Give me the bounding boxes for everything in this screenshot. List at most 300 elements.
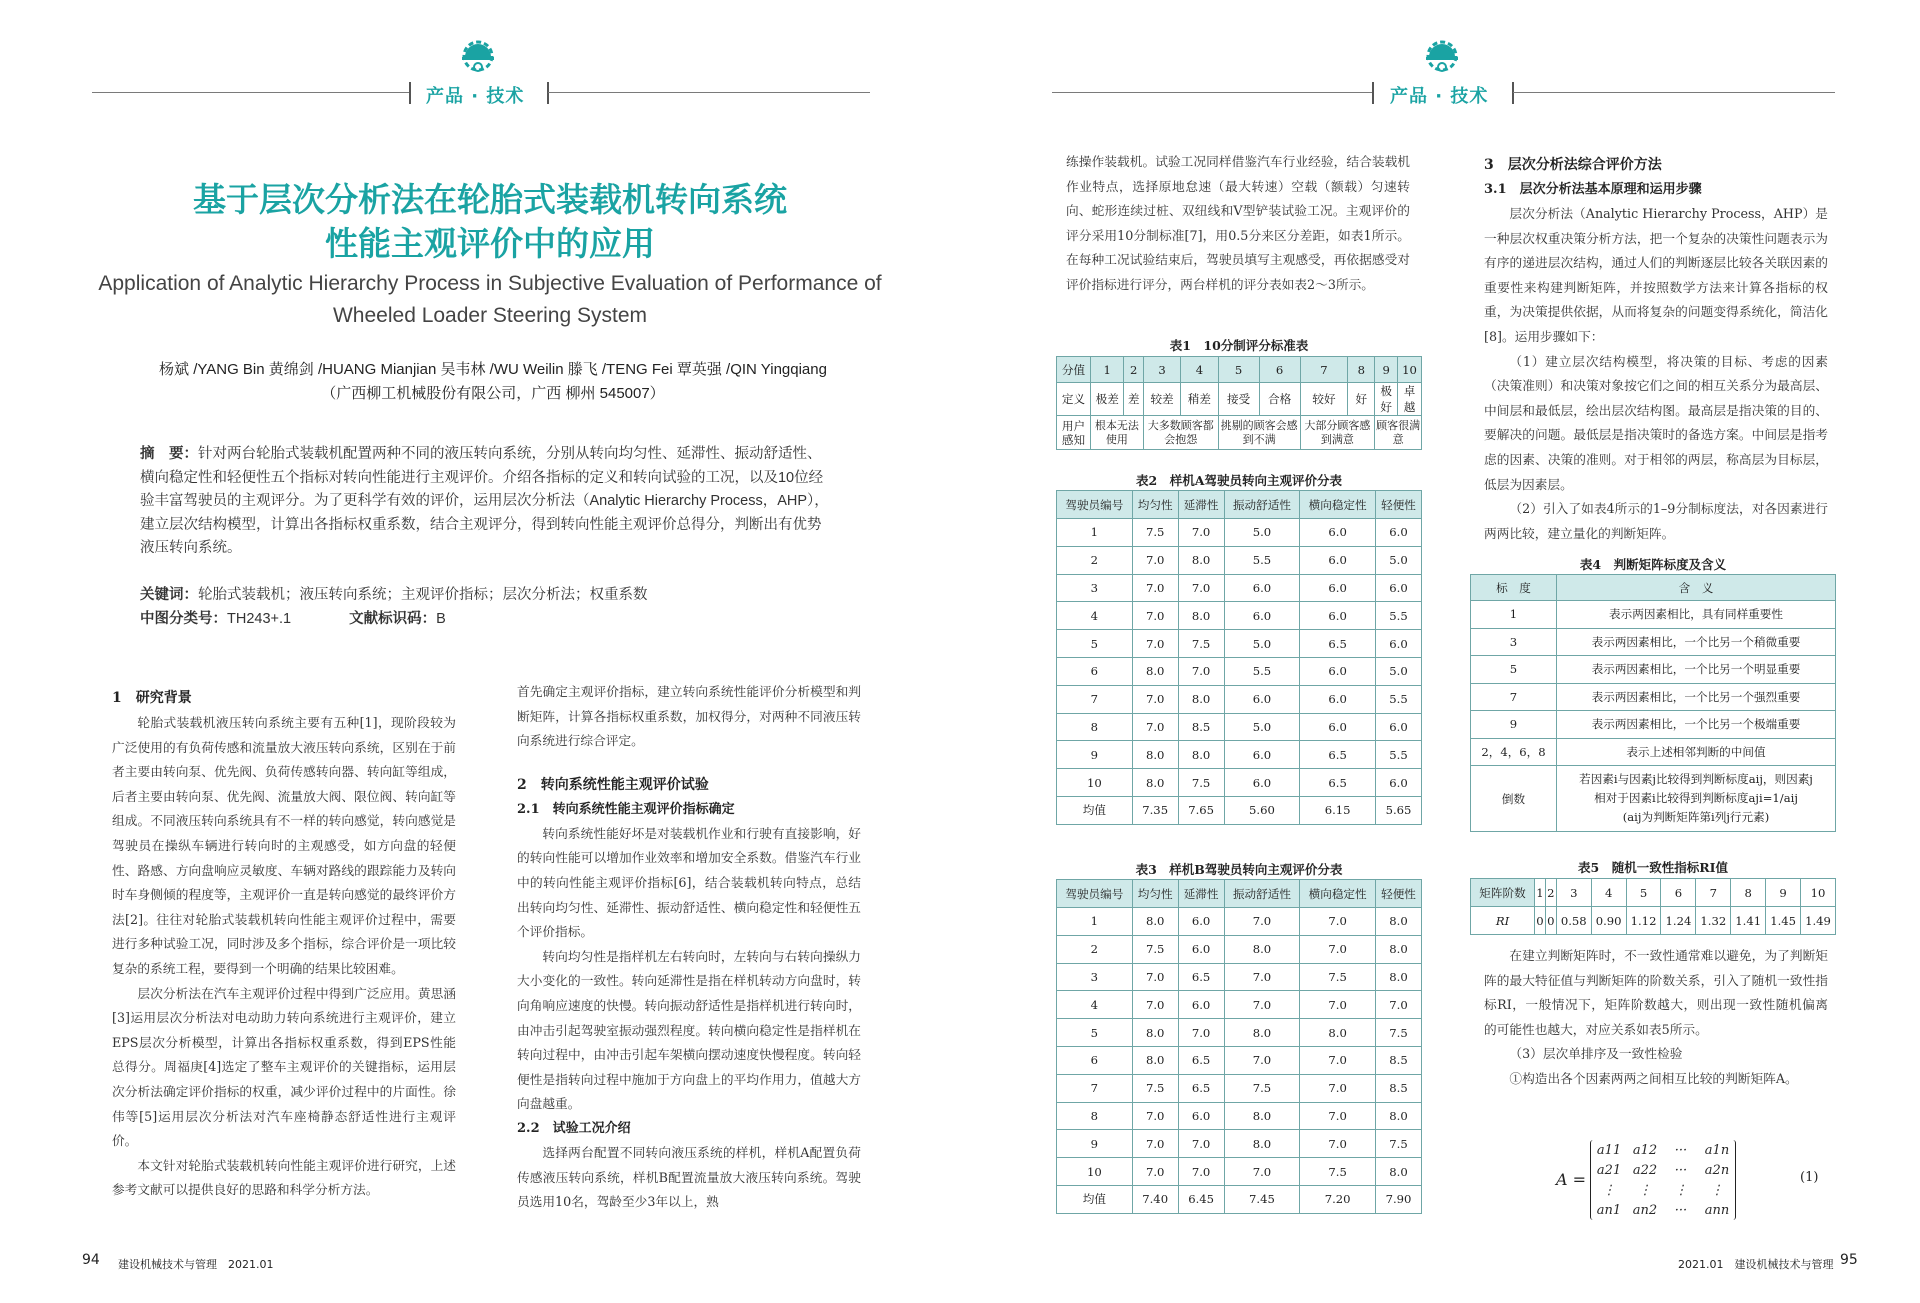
table-cell: 8.0 xyxy=(1375,935,1421,963)
table-cell: 1 xyxy=(1471,601,1557,629)
table-cell: 2 xyxy=(1057,935,1133,963)
table-cell: 7.5 xyxy=(1132,935,1178,963)
table-row xyxy=(1057,519,1422,547)
table-cell: 7.0 xyxy=(1178,657,1224,685)
table-cell: 轻便性 xyxy=(1375,491,1421,519)
table-cell: 6.5 xyxy=(1178,963,1224,991)
table-cell: 振动舒适性 xyxy=(1224,880,1300,908)
table-cell: 表示两因素相比，一个比另一个稍微重要 xyxy=(1557,628,1836,656)
table-cell: 8 xyxy=(1731,879,1766,907)
paragraph: 选择两台配置不同转向液压系统的样机，样机A配置负荷传感液压转向系统，样机B配置流量放大液压转向系统。驾驶员选用10名，驾龄至少3年以上，熟 xyxy=(517,1144,861,1210)
table-cell: 8.0 xyxy=(1375,1158,1421,1186)
table-cell: 7.0 xyxy=(1224,991,1300,1019)
cell-line: 若因素i与因素j比较得到判断标度aij，则因素j xyxy=(1579,772,1813,786)
table-cell: 7.5 xyxy=(1300,963,1376,991)
table-row xyxy=(1057,741,1422,769)
table-row xyxy=(1057,630,1422,658)
table-cell: 8.0 xyxy=(1375,1102,1421,1130)
authors: 杨斌 /YANG Bin 黄绵剑 /HUANG Mianjian 吴韦林 /WU Weilin 滕飞 /TENG Fei 覃英强 /QIN Yingqiang （广西柳工机械股份有限公司，广西 柳州 545007） xyxy=(123,358,863,406)
table-cell: 合格 xyxy=(1259,383,1300,416)
table-cell: 矩阵阶数 xyxy=(1471,879,1535,907)
header-divider xyxy=(1512,82,1514,104)
table-cell: 6.5 xyxy=(1178,1074,1224,1102)
table-cell: 7.0 xyxy=(1178,1019,1224,1047)
paragraph: 在建立判断矩阵时，不一致性通常难以避免，为了判断矩阵的最大特征值与判断矩阵的阶数关系，引入了随机一致性指标RI，一般情况下，矩阵阶数越大，则出现一致性随机偏离的可能性也越大，对应关系如表5所示。 xyxy=(1484,948,1828,1037)
table-2 xyxy=(1056,490,1422,825)
table-cell: 6.5 xyxy=(1300,630,1376,658)
paragraph: 首先确定主观评价指标，建立转向系统性能评价分析模型和判断矩阵，计算各指标权重系数，加权得分，对两种不同液压转向系统进行综合评定。 xyxy=(517,684,861,749)
table-row xyxy=(1057,796,1422,824)
table-cell: 7.0 xyxy=(1178,574,1224,602)
table-cell: 7.0 xyxy=(1132,713,1178,741)
table-cell: 7.0 xyxy=(1224,963,1300,991)
table-cell: 2，4，6，8 xyxy=(1471,738,1557,766)
table-cell: 5.5 xyxy=(1375,741,1421,769)
matrix-entry: ··· xyxy=(1674,1202,1688,1218)
table-cell: 驾驶员编号 xyxy=(1057,880,1133,908)
paragraph: ①构造出各个因素两两之间相互比较的判断矩阵A。 xyxy=(1509,1070,1798,1086)
table-cell: 7.0 xyxy=(1178,1130,1224,1158)
matrix-entry: ⋮ xyxy=(1674,1182,1688,1198)
table-cell: 8.0 xyxy=(1132,741,1178,769)
table-cell: 7.0 xyxy=(1300,991,1376,1019)
cell-line: (aij为判断矩阵第i列j行元素) xyxy=(1622,810,1770,824)
table-cell: 6.0 xyxy=(1178,935,1224,963)
header-rule-left xyxy=(92,92,410,93)
table-row xyxy=(1471,628,1836,656)
table-cell: 7.5 xyxy=(1375,1019,1421,1047)
table-cell: 8.0 xyxy=(1132,769,1178,797)
table-cell: 7 xyxy=(1057,685,1133,713)
matrix-entry: a12 xyxy=(1632,1142,1658,1158)
table-cell: 5 xyxy=(1218,357,1259,383)
table-4-caption: 表4 判断矩阵标度及含义 xyxy=(1579,557,1727,572)
table-cell: 1.12 xyxy=(1626,907,1661,935)
table-cell: 7.40 xyxy=(1132,1185,1178,1213)
table-cell: 大多数顾客都会抱怨 xyxy=(1143,416,1218,450)
table-cell: 1.41 xyxy=(1731,907,1766,935)
affiliation: （广西柳工机械股份有限公司，广西 柳州 545007） xyxy=(321,385,665,402)
table-cell: 6.5 xyxy=(1300,769,1376,797)
table-row xyxy=(1057,685,1422,713)
equation-matrix xyxy=(1590,1140,1736,1220)
table-cell: 表示两因素相比，具有同样重要性 xyxy=(1557,601,1836,629)
section-heading: 1 研究背景 xyxy=(112,690,192,706)
classification: 中图分类号：TH243+.1 文献标识码：B xyxy=(140,611,446,627)
table-cell: 5.0 xyxy=(1224,519,1300,547)
table-cell: 6.0 xyxy=(1224,574,1300,602)
paragraph: （3）层次单排序及一致性检验 xyxy=(1509,1046,1683,1062)
table-cell: 轻便性 xyxy=(1375,880,1421,908)
paragraph: 本文针对轮胎式装载机转向性能主观评价进行研究，上述参考文献可以提供良好的思路和科学分析方法。 xyxy=(112,1157,456,1198)
table-row xyxy=(1471,601,1836,629)
table-cell: 7.0 xyxy=(1132,602,1178,630)
table-cell: 3 xyxy=(1057,963,1133,991)
equation-number: (1) xyxy=(1800,1170,1819,1185)
table-cell: 7.0 xyxy=(1132,1158,1178,1186)
table-cell: 均值 xyxy=(1057,796,1133,824)
matrix-entry: a22 xyxy=(1632,1162,1658,1178)
cell-line: 相对于因素i比较得到判断标度aji=1/aij xyxy=(1594,791,1798,805)
table-cell: 6.5 xyxy=(1300,741,1376,769)
header-rule-right xyxy=(1052,92,1372,93)
table-cell: 1.32 xyxy=(1696,907,1731,935)
table-cell: 4 xyxy=(1181,357,1218,383)
table-cell: 6.0 xyxy=(1224,685,1300,713)
table-cell: 8.0 xyxy=(1375,963,1421,991)
paragraph: （1）建立层次结构模型，将决策的目标、考虑的因素（决策准则）和决策对象按它们之间的相互关系分为最高层、中间层和最低层，绘出层次结构图。最高层是指决策的目的、要解决的问题。最低层是指决策时的备选方案。中间层是指考虑的因素、决策的准则。对于相邻的两层，称高层为目标层，低层为因素层。 xyxy=(1484,353,1828,492)
table-cell: 9 xyxy=(1471,711,1557,739)
table-cell: 横向稳定性 xyxy=(1300,880,1376,908)
table-cell: 均匀性 xyxy=(1132,491,1178,519)
table-cell: 0.58 xyxy=(1556,907,1591,935)
table-cell: 极好 xyxy=(1375,383,1398,416)
table-cell: 5.0 xyxy=(1375,546,1421,574)
subsection-heading: 2.1 转向系统性能主观评价指标确定 xyxy=(517,801,735,817)
table-cell: 8.0 xyxy=(1178,602,1224,630)
table-3-caption: 表3 样机B驾驶员转向主观评价分表 xyxy=(1135,862,1343,877)
table-row xyxy=(1057,1158,1422,1186)
table-cell: 1.49 xyxy=(1801,907,1836,935)
table-cell: 表示上述相邻判断的中间值 xyxy=(1557,738,1836,766)
table-cell: 5 xyxy=(1057,1019,1133,1047)
page-number-left: 94 xyxy=(82,1252,100,1268)
table-cell: 挑剔的顾客会感到不满 xyxy=(1218,416,1300,450)
table-cell: 6.0 xyxy=(1375,769,1421,797)
table-cell: 6.15 xyxy=(1300,796,1376,824)
table-cell: 8.0 xyxy=(1132,1019,1178,1047)
table-cell: 8 xyxy=(1057,713,1133,741)
table-cell: 7.5 xyxy=(1178,769,1224,797)
section-heading: 3 层次分析法综合评价方法 xyxy=(1484,157,1662,173)
table-cell: 6.0 xyxy=(1375,519,1421,547)
table-cell: 10 xyxy=(1398,357,1422,383)
body-column-4b xyxy=(1484,944,1828,1092)
table-cell: 6.0 xyxy=(1178,991,1224,1019)
table-cell: 根本无法使用 xyxy=(1091,416,1144,450)
table-cell: 5 xyxy=(1471,656,1557,684)
table-cell: 10 xyxy=(1801,879,1836,907)
table-cell: 5.0 xyxy=(1224,630,1300,658)
matrix-entry: an2 xyxy=(1632,1202,1658,1218)
abstract-text: 针对两台轮胎式装载机配置两种不同的液压转向系统，分别从转向均匀性、延滞性、振动舒适性、横向稳定性和轻便性五个指标对转向性能进行主观评价。介绍各指标的定义和转向试验的工况，以及10位经验丰富驾驶员的主观评分。为了更科学有效的评价，运用层次分析法（Analytic Hierarchy Process，AHP），建立层次结构模型，计算出各指标权重系数，结合主观评分，得到转向性能主观评价总得分，判断出有优势液压转向系统。 xyxy=(140,446,829,556)
table-cell: 含 义 xyxy=(1557,575,1836,601)
table-cell: 3 xyxy=(1556,879,1591,907)
table-4 xyxy=(1470,574,1836,832)
table-row xyxy=(1057,963,1422,991)
table-cell: 表示两因素相比，一个比另一个明显重要 xyxy=(1557,656,1836,684)
table-row xyxy=(1471,656,1836,684)
body-column-3 xyxy=(1066,150,1410,298)
table-cell: 较差 xyxy=(1143,383,1180,416)
paragraph: 转向均匀性是指样机左右转向时，左转向与右转向操纵力大小变化的一致性。转向延滞性是指在样机转动方向盘时，转向角响应速度的快慢。转向振动舒适性是指样机进行转向时，由冲击引起驾驶室振动强烈程度。转向横向稳定性是指样机在转向过程中，由冲击引起车架横向摆动速度快慢程度。转向轻便性是指转向过程中施加于方向盘上的平均作用力，值越大方向盘越重。 xyxy=(517,948,861,1112)
table-cell: 5.0 xyxy=(1375,657,1421,685)
table-cell: 差 xyxy=(1124,383,1143,416)
table-cell: 表示两因素相比，一个比另一个极端重要 xyxy=(1557,711,1836,739)
table-cell: 8.5 xyxy=(1178,713,1224,741)
matrix-entry: ann xyxy=(1704,1202,1730,1218)
helmet-gear-logo-icon xyxy=(452,30,504,82)
table-5 xyxy=(1470,878,1836,935)
table-row xyxy=(1057,657,1422,685)
table-row xyxy=(1057,1019,1422,1047)
table-cell: 7.0 xyxy=(1178,1158,1224,1186)
table-cell: 7.0 xyxy=(1132,1130,1178,1158)
header-divider xyxy=(409,82,411,104)
table-cell: 6.0 xyxy=(1300,519,1376,547)
table-cell: RI xyxy=(1471,907,1535,935)
table-cell: 6.0 xyxy=(1178,908,1224,936)
table-cell: 7 xyxy=(1471,683,1557,711)
subsection-heading: 2.2 试验工况介绍 xyxy=(517,1120,631,1136)
table-cell: 3 xyxy=(1057,574,1133,602)
table-cell: 1.24 xyxy=(1661,907,1696,935)
matrix-entry: ⋮ xyxy=(1638,1182,1652,1198)
table-cell: 5.0 xyxy=(1224,713,1300,741)
table-cell: 2 xyxy=(1124,357,1143,383)
table-cell: 7 xyxy=(1300,357,1348,383)
table-row xyxy=(1057,1185,1422,1213)
table-cell: 8.0 xyxy=(1132,1046,1178,1074)
table-cell: 7 xyxy=(1057,1074,1133,1102)
table-cell: 8.0 xyxy=(1178,546,1224,574)
table-cell: 7.5 xyxy=(1132,519,1178,547)
table-cell: 8.0 xyxy=(1132,908,1178,936)
matrix-entry: a1n xyxy=(1704,1142,1730,1158)
table-cell: 6.0 xyxy=(1300,574,1376,602)
table-cell: 5 xyxy=(1057,630,1133,658)
paragraph: 层次分析法在汽车主观评价过程中得到广泛应用。黄思涵[3]运用层次分析法对电动助力转向系统进行主观评价，建立EPS层次分析模型，计算出各指标权重系数，得到EPS性能总得分。周福庚[4]选定了整车主观评价的关键指标，运用层次分析法确定评价指标的权重，减少评价过程中的片面性。徐伟等[5]运用层次分析法对汽车座椅静态舒适性进行主观评价。 xyxy=(112,985,456,1149)
table-cell: 8.0 xyxy=(1375,908,1421,936)
table-cell: 6.0 xyxy=(1375,630,1421,658)
table-cell: 7.0 xyxy=(1132,991,1178,1019)
table-row xyxy=(1057,713,1422,741)
table-cell: 8.0 xyxy=(1178,741,1224,769)
table-row xyxy=(1057,1130,1422,1158)
table-cell: 6 xyxy=(1057,1046,1133,1074)
table-3 xyxy=(1056,879,1422,1214)
table-cell: 8.0 xyxy=(1224,1019,1300,1047)
matrix-entry: a2n xyxy=(1704,1162,1730,1178)
table-cell: 5.5 xyxy=(1224,546,1300,574)
table-cell: 2 xyxy=(1057,546,1133,574)
paragraph: （2）引入了如表4所示的1–9分制标度法，对各因素进行两两比较，建立量化的判断矩阵。 xyxy=(1484,501,1828,541)
table-row xyxy=(1471,738,1836,766)
table-cell: 7.35 xyxy=(1132,796,1178,824)
table-cell: 7.0 xyxy=(1132,546,1178,574)
subsection-heading: 3.1 层次分析法基本原理和运用步骤 xyxy=(1484,182,1702,197)
matrix-entry: a11 xyxy=(1596,1142,1622,1158)
header-divider xyxy=(1372,82,1374,104)
table-cell: 6.0 xyxy=(1178,1102,1224,1130)
table-cell: 7.0 xyxy=(1132,685,1178,713)
table-cell: 7.5 xyxy=(1375,1130,1421,1158)
matrix-entry: ··· xyxy=(1674,1142,1688,1158)
table-row xyxy=(1057,546,1422,574)
table-row xyxy=(1057,574,1422,602)
table-1 xyxy=(1056,356,1422,450)
table-cell: 较好 xyxy=(1300,383,1348,416)
table-cell: 7.5 xyxy=(1178,630,1224,658)
table-cell: 7.0 xyxy=(1375,991,1421,1019)
table-cell: 7.90 xyxy=(1375,1185,1421,1213)
table-cell: 7.45 xyxy=(1224,1185,1300,1213)
table-row xyxy=(1057,935,1422,963)
table-cell: 10 xyxy=(1057,1158,1133,1186)
table-cell: 振动舒适性 xyxy=(1224,491,1300,519)
table-cell: 1 xyxy=(1091,357,1124,383)
table-cell: 1 xyxy=(1057,519,1133,547)
matrix-entry: ⋮ xyxy=(1710,1182,1724,1198)
table-cell: 1 xyxy=(1057,908,1133,936)
table-cell: 7.0 xyxy=(1300,935,1376,963)
table-cell: 6 xyxy=(1057,657,1133,685)
table-row xyxy=(1057,1074,1422,1102)
abstract-label: 摘 要： xyxy=(140,446,198,462)
table-cell: 8.5 xyxy=(1375,1046,1421,1074)
body-column-2 xyxy=(517,680,861,1215)
table-cell: 均值 xyxy=(1057,1185,1133,1213)
table-cell: 5.60 xyxy=(1224,796,1300,824)
table-cell: 5.5 xyxy=(1224,657,1300,685)
table-cell: 定义 xyxy=(1057,383,1091,416)
article-title-en: Application of Analytic Hierarchy Process in Subjective Evaluation of Performance of Wheeled Loader Steering System xyxy=(98,272,882,327)
table-cell: 延滞性 xyxy=(1178,491,1224,519)
table-row xyxy=(1057,1102,1422,1130)
table-cell: 5.65 xyxy=(1375,796,1421,824)
journal-footer-right: 2021.01 建设机械技术与管理 xyxy=(1678,1258,1834,1271)
table-cell: 6.0 xyxy=(1224,769,1300,797)
table-cell: 9 xyxy=(1375,357,1398,383)
table-cell: 6.0 xyxy=(1224,741,1300,769)
table-cell: 稍差 xyxy=(1181,383,1218,416)
table-cell: 6 xyxy=(1661,879,1696,907)
table-cell: 0 xyxy=(1545,907,1556,935)
paragraph: 层次分析法（Analytic Hierarchy Process，AHP）是一种层次权重决策分析方法，把一个复杂的决策性问题表示为有序的递进层次结构，通过人们的判断逐层比较各关联因素的重要性来构建判断矩阵，并按照数学方法来计算各指标的权重，为决策提供依据，从而将复杂的问题变得系统化，简洁化[8]。运用步骤如下： xyxy=(1484,206,1828,344)
table-cell: 0 xyxy=(1535,907,1546,935)
table-cell: 表示两因素相比，一个比另一个强烈重要 xyxy=(1557,683,1836,711)
table-cell: 4 xyxy=(1591,879,1626,907)
table-row xyxy=(1057,908,1422,936)
table-row xyxy=(1057,602,1422,630)
matrix-entry: ··· xyxy=(1674,1162,1688,1178)
table-cell: 9 xyxy=(1766,879,1801,907)
table-cell: 0.90 xyxy=(1591,907,1626,935)
table-row xyxy=(1471,683,1836,711)
table-cell: 7.5 xyxy=(1224,1074,1300,1102)
table-cell: 7.0 xyxy=(1132,963,1178,991)
table-cell: 9 xyxy=(1057,741,1133,769)
header-divider xyxy=(547,82,549,104)
table-cell: 1 xyxy=(1535,879,1546,907)
section-heading: 2 转向系统性能主观评价试验 xyxy=(517,776,709,793)
table-cell: 7.20 xyxy=(1300,1185,1376,1213)
table-row xyxy=(1057,769,1422,797)
table-row xyxy=(1471,711,1836,739)
table-cell: 7.0 xyxy=(1132,1102,1178,1130)
journal-footer-left: 建设机械技术与管理 2021.01 xyxy=(118,1258,274,1271)
table-cell: 6.45 xyxy=(1178,1185,1224,1213)
table-cell: 2 xyxy=(1545,879,1556,907)
table-cell: 好 xyxy=(1348,383,1375,416)
equation-label: A = xyxy=(1556,1170,1587,1189)
table-cell: 7.0 xyxy=(1178,519,1224,547)
table-cell: 分值 xyxy=(1057,357,1091,383)
matrix-entry: an1 xyxy=(1596,1202,1622,1218)
table-cell: 接受 xyxy=(1218,383,1259,416)
table-cell: 7.0 xyxy=(1224,1046,1300,1074)
section-label: 产品 · 技术 xyxy=(426,86,525,107)
table-cell: 用户感知 xyxy=(1057,416,1091,450)
table-cell: 8.0 xyxy=(1224,1102,1300,1130)
table-cell: 10 xyxy=(1057,769,1133,797)
table-cell: 4 xyxy=(1057,602,1133,630)
table-cell: 6.5 xyxy=(1178,1046,1224,1074)
header-rule-left xyxy=(548,92,870,93)
table-cell: 8.0 xyxy=(1178,685,1224,713)
paragraph: 练操作装载机。试验工况同样借鉴汽车行业经验，结合装载机作业特点，选择原地怠速（最大转速）空载（额载）匀速转向、蛇形连续过桩、双纽线和V型铲装试验工况。主观评价的评分采用10分制标准[7]，用0.5分来区分差距，如表1所示。在每种工况试验结束后，驾驶员填写主观感受，再依据感受对评价指标进行评分，两台样机的评分表如表2～3所示。 xyxy=(1066,154,1410,292)
table-cell: 7.65 xyxy=(1178,796,1224,824)
table-cell: 3 xyxy=(1471,628,1557,656)
paragraph: 转向系统性能好坏是对装载机作业和行驶有直接影响，好的转向性能可以增加作业效率和增加安全系数。借鉴汽车行业中的转向性能主观评价指标[6]，结合装载机转向特点，总结出转向均匀性、延滞性、振动舒适性、横向稳定性和轻便性五个评价指标。 xyxy=(517,825,861,940)
table-cell: 8.0 xyxy=(1224,935,1300,963)
table-cell: 8.0 xyxy=(1224,1130,1300,1158)
paragraph: 轮胎式装载机液压转向系统主要有五种[1]，现阶段较为广泛使用的有负荷传感和流量放大液压转向系统，区别在于前者主要由转向泵、优先阀、负荷传感转向器、转向缸等组成，后者主要由转向泵、优先阀、流量放大阀、限位阀、转向缸等组成。不同液压转向系统具有不一样的转向感觉，转向感觉是驾驶员在操纵车辆进行转向时的主观感受，如方向盘的轻便性、路感、方向盘响应灵敏度、车辆对路线的跟踪能力及转向时车身侧倾的程度等，主观评价一直是转向感觉的最终评价方法[2]。往往对轮胎式装载机转向性能主观评价过程中，需要进行多种试验工况，同时涉及多个指标，综合评价是一项比较复杂的系统工程，要得到一个明确的结果比较困难。 xyxy=(112,715,456,976)
table-row xyxy=(1057,991,1422,1019)
table-cell: 1.45 xyxy=(1766,907,1801,935)
table-cell: 倒数 xyxy=(1471,766,1557,832)
helmet-gear-logo-icon xyxy=(1416,30,1468,82)
table-cell: 均匀性 xyxy=(1132,880,1178,908)
table-cell xyxy=(1557,766,1836,832)
table-cell: 6.0 xyxy=(1300,713,1376,741)
table-cell: 7.0 xyxy=(1132,574,1178,602)
table-cell: 9 xyxy=(1057,1130,1133,1158)
table-cell: 6.0 xyxy=(1300,546,1376,574)
table-cell: 7.5 xyxy=(1300,1158,1376,1186)
table-cell: 延滞性 xyxy=(1178,880,1224,908)
table-cell: 7.0 xyxy=(1224,908,1300,936)
table-cell: 7.0 xyxy=(1132,630,1178,658)
table-cell: 6.0 xyxy=(1300,602,1376,630)
table-cell: 6.0 xyxy=(1375,574,1421,602)
table-cell: 8.5 xyxy=(1375,1074,1421,1102)
table-cell: 6.0 xyxy=(1300,685,1376,713)
table-cell: 卓越 xyxy=(1398,383,1422,416)
abstract xyxy=(140,443,830,561)
table-cell: 5.5 xyxy=(1375,602,1421,630)
table-cell: 5.5 xyxy=(1375,685,1421,713)
keywords: 关键词：轮胎式装载机；液压转向系统；主观评价指标；层次分析法；权重系数 xyxy=(140,587,648,603)
table-cell: 7.0 xyxy=(1300,1046,1376,1074)
table-cell: 大部分顾客感到满意 xyxy=(1300,416,1375,450)
table-cell: 6.0 xyxy=(1375,713,1421,741)
table-cell: 6.0 xyxy=(1224,602,1300,630)
table-cell: 6.0 xyxy=(1300,657,1376,685)
table-1-caption: 表1 10分制评分标准表 xyxy=(1169,338,1309,353)
table-cell: 6 xyxy=(1259,357,1300,383)
table-cell: 7.0 xyxy=(1300,908,1376,936)
table-2-caption: 表2 样机A驾驶员转向主观评价分表 xyxy=(1136,473,1342,488)
table-cell: 7.0 xyxy=(1300,1102,1376,1130)
table-cell: 驾驶员编号 xyxy=(1057,491,1133,519)
table-cell: 7.5 xyxy=(1132,1074,1178,1102)
matrix-entry: a21 xyxy=(1596,1162,1622,1178)
body-column-4 xyxy=(1484,152,1828,546)
table-cell: 4 xyxy=(1057,991,1133,1019)
table-cell: 8 xyxy=(1348,357,1375,383)
table-row xyxy=(1057,1046,1422,1074)
